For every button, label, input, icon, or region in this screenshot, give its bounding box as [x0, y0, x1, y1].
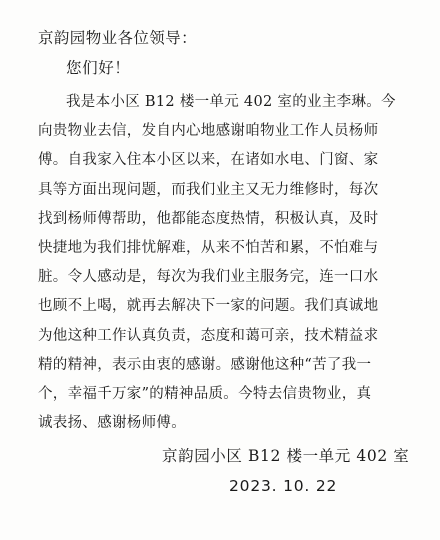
letter-body [38, 88, 426, 438]
letter-body-line: 个，幸福千万家”的精神品质。今特去信贵物业，真 [38, 385, 372, 402]
letter-body-line: 快捷地为我们排忧解难，从来不怕苦和累，不怕难与 [38, 239, 379, 256]
letter-body-line: 找到杨师傅帮助，他都能态度热情，积极认真，及时 [38, 210, 379, 227]
letter-body-line: 傅。自我家入住本小区以来，在诸如水电、门窗、家 [38, 152, 379, 169]
letter-salutation: 京韵园物业各位领导： [38, 29, 198, 47]
letter-body-line: 向贵物业去信，发自内心地感谢咱物业工作人员杨师 [38, 123, 379, 140]
letter-signature: 京韵园小区 B12 楼一单元 402 室 [162, 447, 410, 465]
letter-body-line: 诚表扬、感谢杨师傅。 [38, 415, 186, 432]
letter-greeting: 您们好！ [66, 59, 131, 77]
letter-date: 2023. 10. 22 [229, 477, 338, 495]
letter-body-line: 精的精神，表示由衷的感谢。感谢他这种“苦了我一 [38, 356, 372, 373]
letter-body-line: 具等方面出现问题，而我们业主又无力维修时，每次 [38, 181, 379, 198]
letter-body-line: 我是本小区 B12 楼一单元 402 室的业主李琳。今 [66, 94, 396, 110]
letter-body-line: 为他这种工作认真负责，态度和蔼可亲，技术精益求 [38, 327, 379, 344]
letter-body-line: 脏。令人感动是，每次为我们业主服务完，连一口水 [38, 269, 379, 286]
letter-body-line: 也顾不上喝，就再去解决下一家的问题。我们真诚地 [38, 298, 379, 315]
